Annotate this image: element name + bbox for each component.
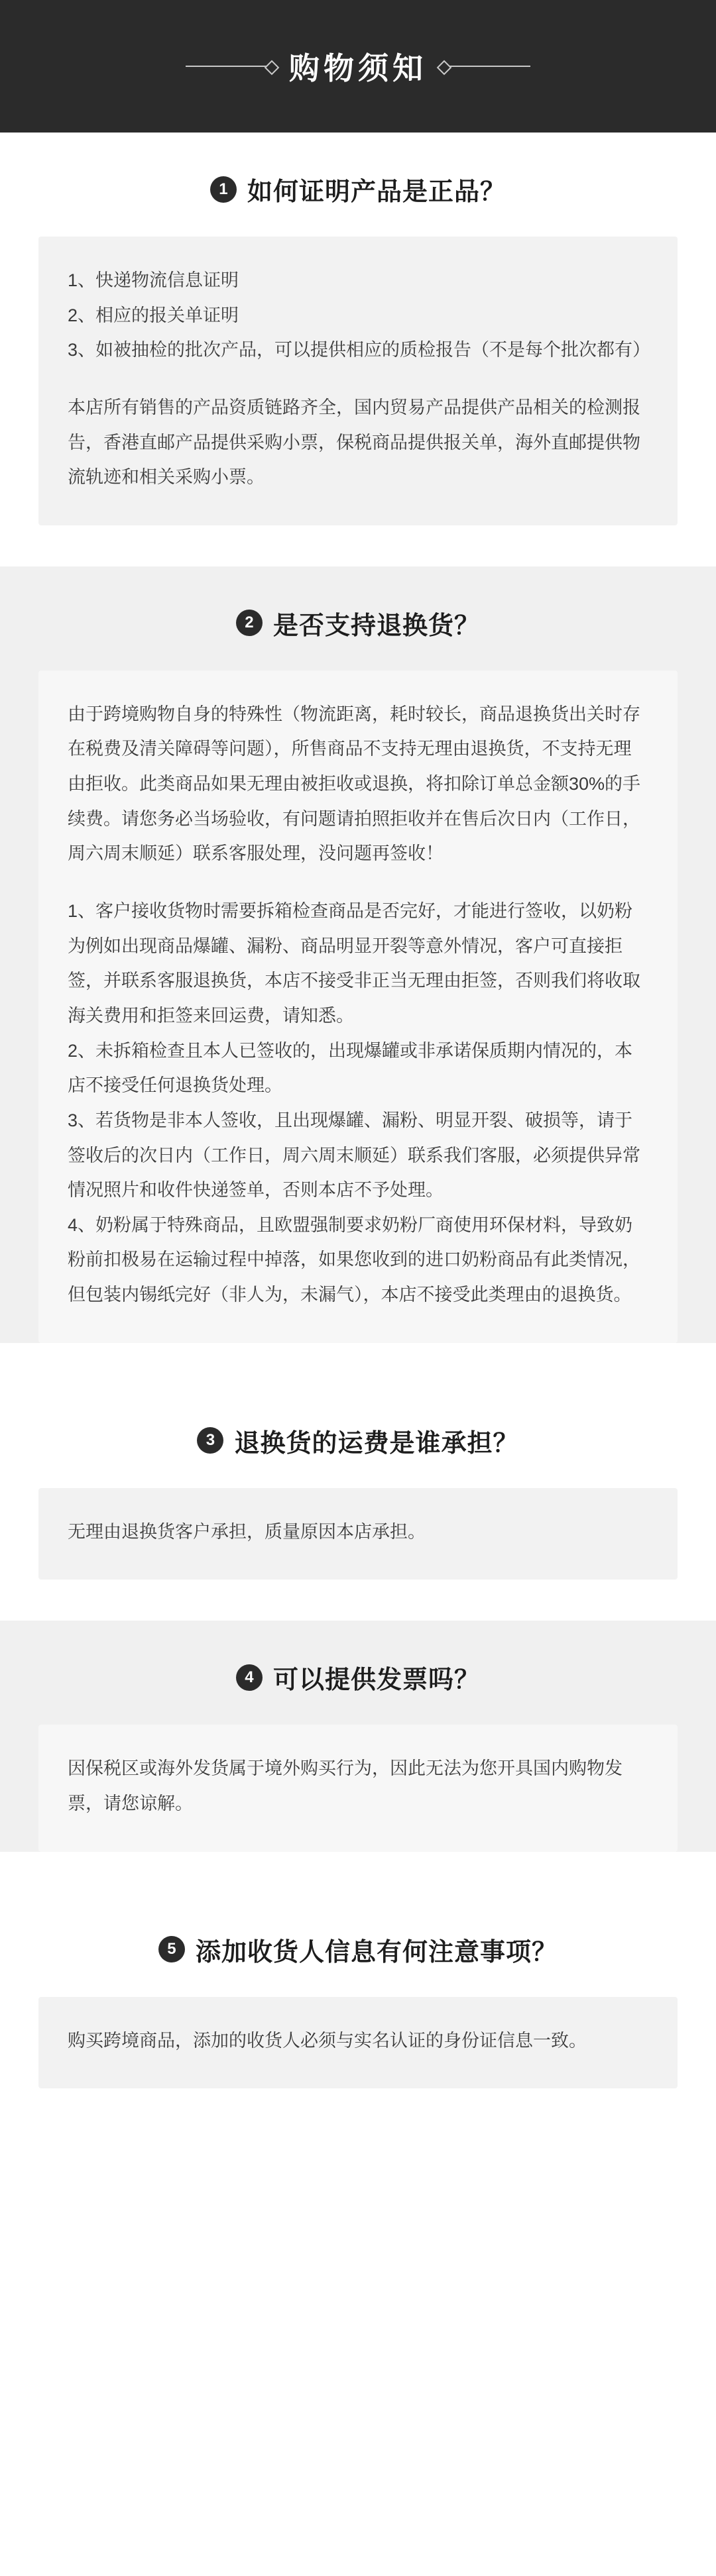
section-4-title-row [0, 1621, 716, 1725]
section-3-badge: 3 [197, 1427, 223, 1454]
section-5-title: 添加收货人信息有何注意事项？ [195, 1938, 558, 1966]
section-3-card [38, 1488, 678, 1580]
section-1-paragraph-1: 1、快递物流信息证明 [68, 270, 239, 290]
section-1-paragraph-3: 3、如被抽检的批次产品，可以提供相应的质检报告（不是每个批次都有） [68, 340, 651, 360]
section-5-card [38, 1997, 678, 2089]
section-4-card [38, 1725, 678, 1851]
section-1-paragraph-4: 本店所有销售的产品资质链路齐全，国内贸易产品提供产品相关的检测报告，香港直邮产品提供采购小票，保税商品提供报关单，海外直邮提供物流轨迹和相关采购小票。 [68, 397, 640, 488]
section-1-title: 如何证明产品是正品？ [247, 178, 506, 206]
section-3-title-row [0, 1384, 716, 1488]
section-5-title-row [0, 1893, 716, 1997]
section-4 [0, 1621, 716, 1851]
section-5-paragraph-1: 购买跨境商品，添加的收货人必须与实名认证的身份证信息一致。 [68, 2030, 587, 2051]
section-4-title: 可以提供发票吗？ [272, 1666, 480, 1695]
section-2-spacer [68, 871, 648, 894]
section-3-title: 退换货的运费是谁承担？ [234, 1429, 519, 1458]
section-2-title: 是否支持退换货？ [272, 612, 480, 640]
section-1-badge: 1 [210, 176, 237, 203]
section-4-badge: 4 [236, 1664, 263, 1691]
page-header [0, 0, 716, 133]
section-2-badge: 2 [236, 610, 263, 636]
section-1-card [38, 237, 678, 525]
section-1 [0, 133, 716, 525]
section-4-paragraph-1: 因保税区或海外发货属于境外购买行为，因此无法为您开具国内购物发票，请您谅解。 [68, 1758, 623, 1814]
header-inner [186, 44, 530, 88]
section-3 [0, 1384, 716, 1580]
section-2-paragraph-4: 3、若货物是非本人签收，且出现爆罐、漏粉、明显开裂、破损等，请于签收后的次日内（工作日，周六周末顺延）联系我们客服，必须提供异常情况照片和收件快递签单，否则本店不予处理。 [68, 1110, 640, 1201]
section-5-badge: 5 [158, 1936, 185, 1962]
section-2-paragraph-3: 2、未拆箱检查且本人已签收的，出现爆罐或非承诺保质期内情况的，本店不接受任何退换货处理。 [68, 1040, 633, 1096]
section-2-title-row [0, 566, 716, 671]
section-2-paragraph-1: 由于跨境购物自身的特殊性（物流距离，耗时较长，商品退换货出关时存在税费及清关障碍等问题），所售商品不支持无理由退换货，不支持无理由拒收。此类商品如果无理由被拒收或退换，将扣除订单总金额30%的手续费。请您务必当场验收，有问题请拍照拒收并在售后次日内（工作日，周六周末顺延）联系客服处理，没问题再签收！ [68, 704, 641, 864]
header-rule-right-icon [444, 66, 530, 67]
section-5 [0, 1893, 716, 2089]
header-rule-left-icon [186, 66, 272, 67]
section-1-title-row [0, 133, 716, 237]
section-3-paragraph-1: 无理由退换货客户承担，质量原因本店承担。 [68, 1521, 426, 1542]
section-2-paragraph-2: 1、客户接收货物时需要拆箱检查商品是否完好，才能进行签收，以奶粉为例如出现商品爆罐、漏粉、商品明显开裂等意外情况，客户可直接拒签，并联系客服退换货，本店不接受非正当无理由拒签，否则我们将收取海关费用和拒签来回运费，请知悉。 [68, 901, 640, 1026]
section-2-paragraph-5: 4、奶粉属于特殊商品，且欧盟强制要求奶粉厂商使用环保材料，导致奶粉前扣极易在运输过程中掉落，如果您收到的进口奶粉商品有此类情况，但包装内锡纸完好（非人为，未漏气），本店不接受此类理由的退换货。 [68, 1214, 640, 1305]
section-2 [0, 566, 716, 1343]
section-1-paragraph-2: 2、相应的报关单证明 [68, 305, 239, 325]
section-2-card [38, 671, 678, 1343]
page-title: 购物须知 [289, 51, 427, 85]
section-1-spacer [68, 368, 648, 390]
